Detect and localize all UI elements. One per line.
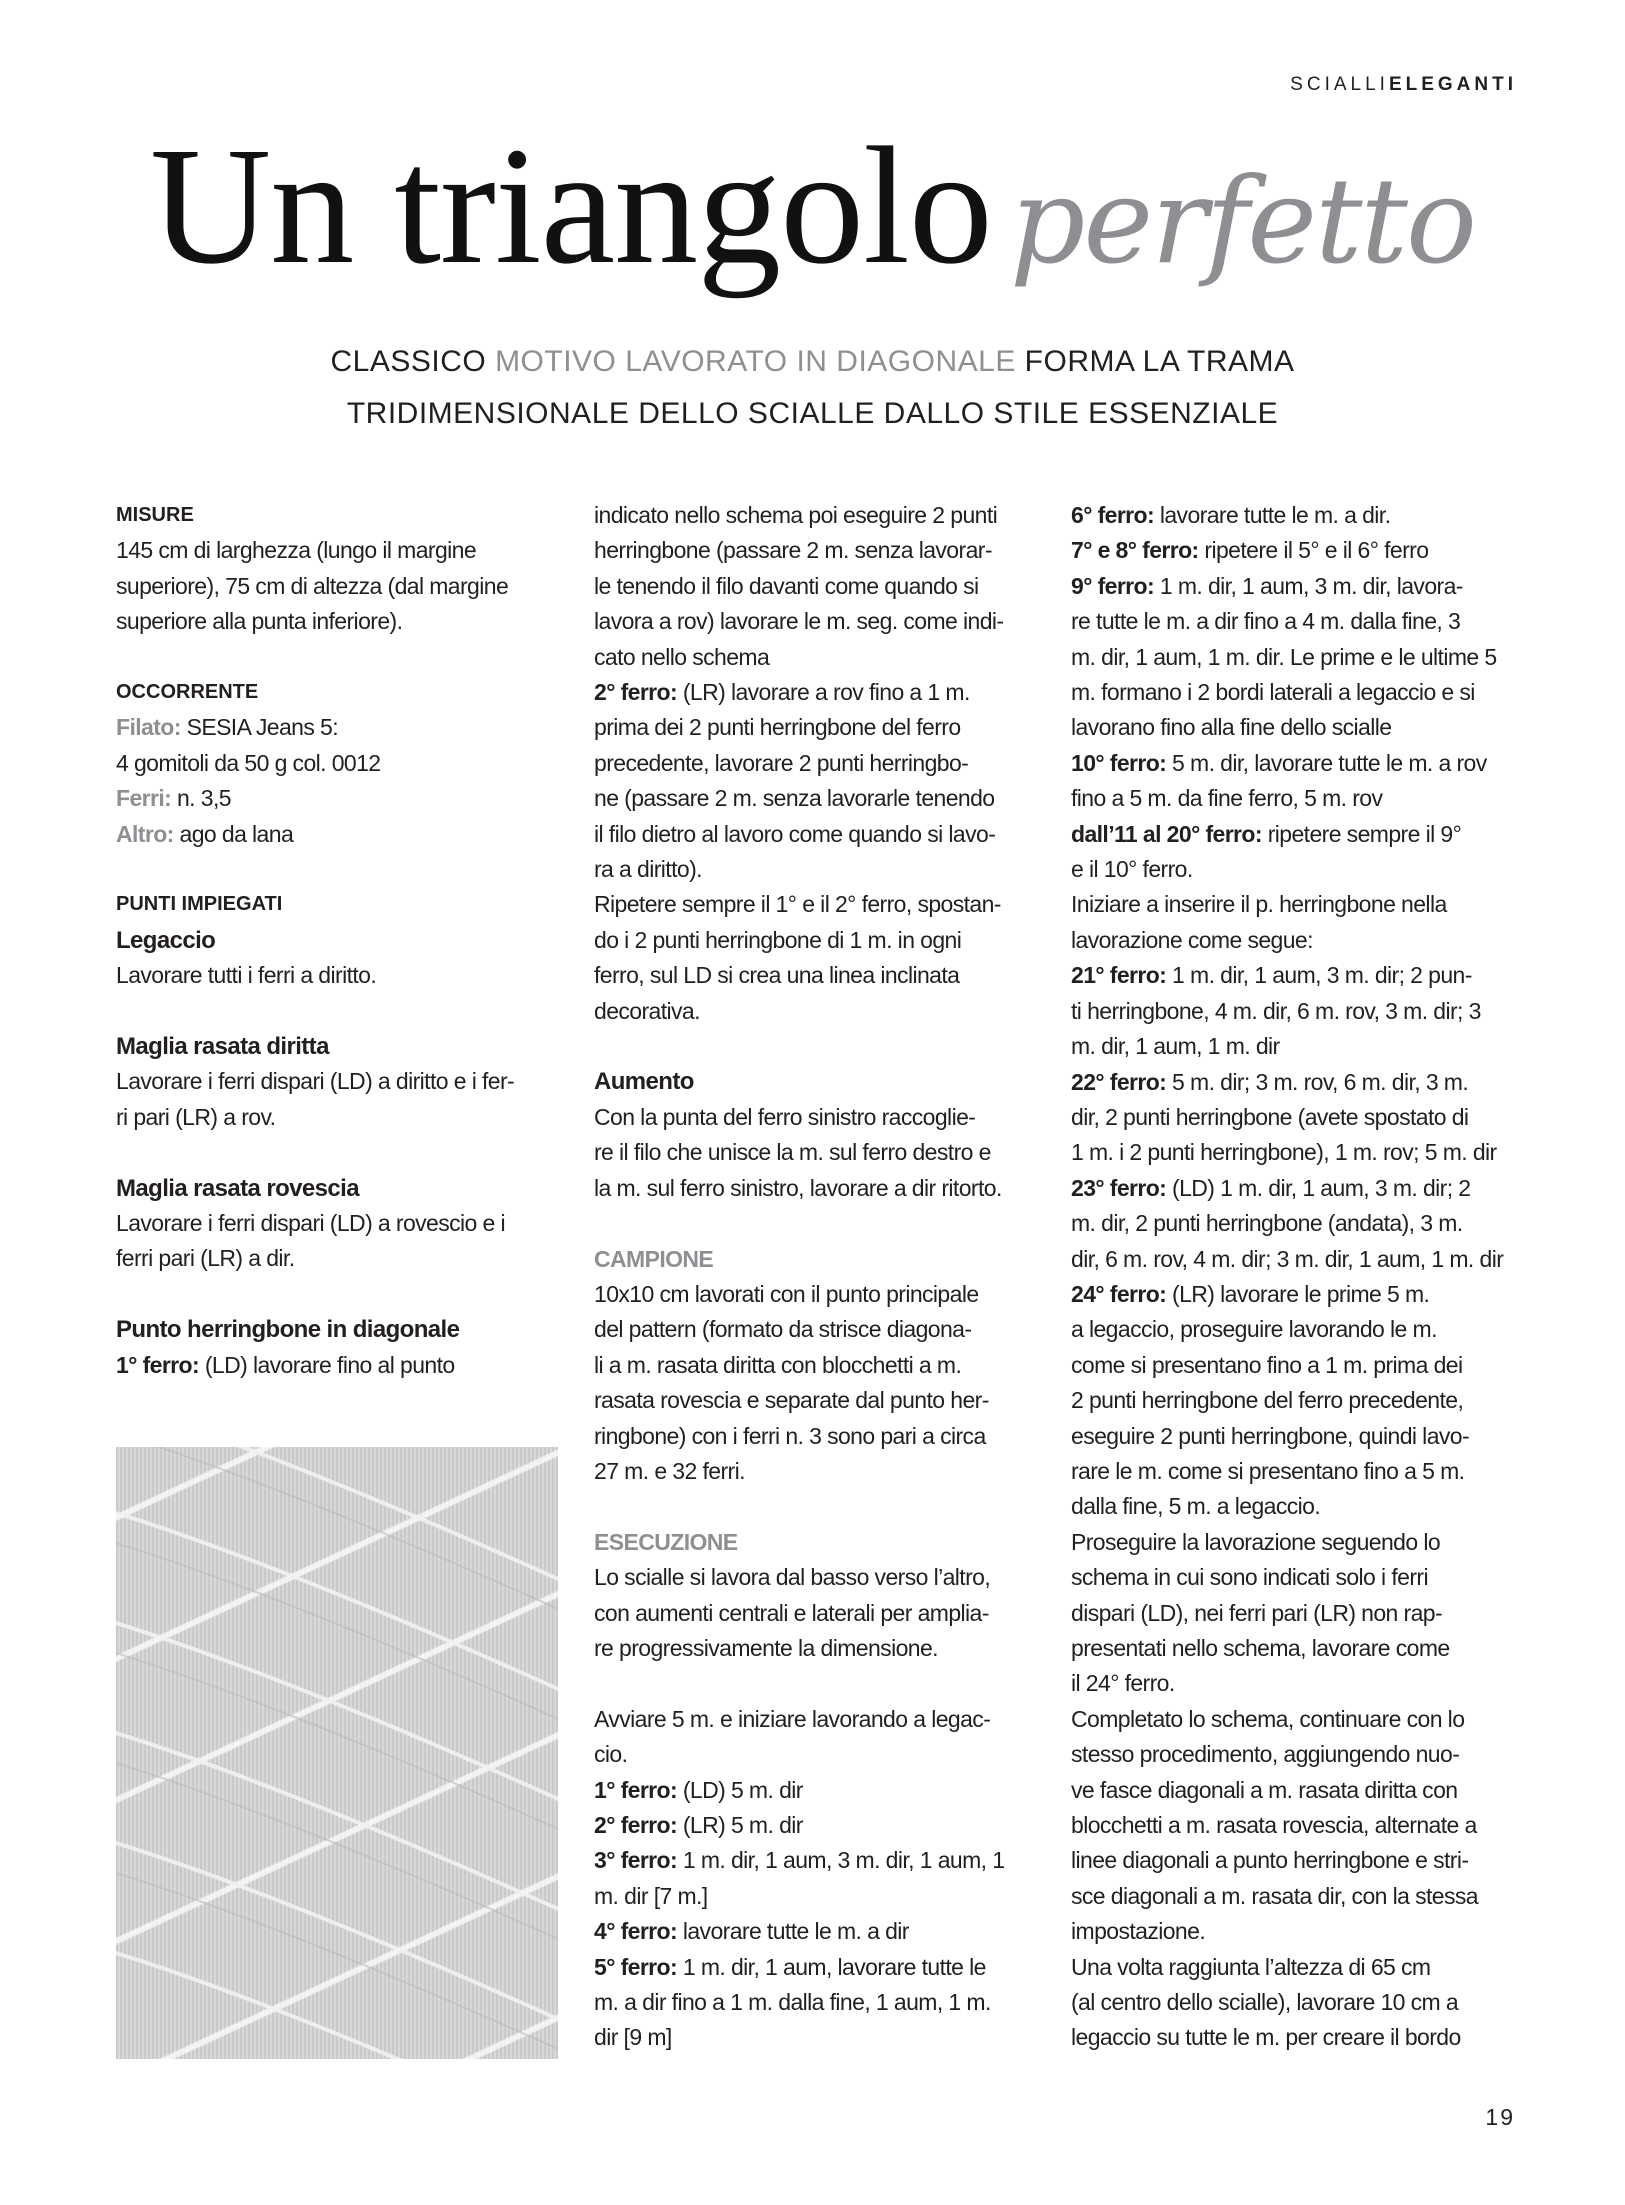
row-value: (LD) lavorare fino al punto (199, 1351, 455, 1378)
text-line: ti herringbone, 4 m. dir, 6 m. rov, 3 m. dir; 3 (1071, 997, 1481, 1024)
knit-swatch-photo (116, 1447, 558, 2059)
mrr-heading: Maglia rasata rovescia (116, 1174, 359, 1202)
row-label: 7° e 8° ferro: (1071, 537, 1199, 564)
text-line: do i 2 punti herringbone di 1 m. in ogni (594, 926, 962, 953)
row-label: 9° ferro: (1071, 572, 1155, 599)
text-line: Completato lo schema, continuare con lo (1071, 1705, 1465, 1732)
row-label: 5° ferro: (594, 1953, 678, 1980)
text-line: decorativa. (594, 997, 700, 1024)
ferri-label: Ferri: (116, 785, 172, 812)
text-line: rare le m. come si presentano fino a 5 m. (1071, 1457, 1465, 1484)
text-line: a legaccio, proseguire lavorando le m. (1071, 1316, 1437, 1343)
text-line: ra a diritto). (594, 856, 702, 883)
text-line: schema in cui sono indicati solo i ferri (1071, 1564, 1428, 1591)
text-line: sce diagonali a m. rasata dir, con la stessa (1071, 1882, 1478, 1909)
row-label: 2° ferro: (594, 1811, 678, 1838)
text-line: superiore), 75 cm di altezza (dal margine (116, 572, 509, 599)
column-2 (594, 498, 1036, 2056)
text-line: eseguire 2 punti herringbone, quindi lavo- (1071, 1422, 1470, 1449)
text-line: indicato nello schema poi eseguire 2 punti (594, 502, 998, 528)
text-line: Lo scialle si lavora dal basso verso l’altro, (594, 1564, 991, 1591)
text-line: stesso procedimento, aggiungendo nuo- (1071, 1741, 1460, 1768)
row-value: (LR) 5 m. dir (677, 1811, 803, 1838)
text-line: e il 10° ferro. (1071, 856, 1193, 883)
row-label: 2° ferro: (594, 679, 678, 706)
row-value: 1 m. dir, 1 aum, 3 m. dir, lavora- (1154, 572, 1463, 599)
title-main: Un triangolo (149, 113, 992, 299)
text-line: 27 m. e 32 ferri. (594, 1457, 745, 1484)
row-label: 22° ferro: (1071, 1068, 1167, 1095)
text-line: ve fasce diagonali a m. rasata diritta con (1071, 1776, 1458, 1803)
text-line: cato nello schema (594, 643, 770, 670)
row-label: 1° ferro: (594, 1776, 678, 1803)
ferri-line (116, 781, 558, 816)
filato-label: Filato: (116, 714, 181, 741)
subtitle-line1 (0, 336, 1625, 388)
row-10-line (1071, 746, 1517, 781)
row-value: 1 m. dir, 1 aum, lavorare tutte le (677, 1953, 986, 1980)
row-4-line (594, 1914, 1036, 1949)
text-line: ringbone) con i ferri n. 3 sono pari a circa (594, 1422, 986, 1449)
text-line: blocchetti a m. rasata rovescia, alternate a (1071, 1812, 1477, 1839)
row-label: 21° ferro: (1071, 962, 1167, 989)
row-21-line (1071, 958, 1517, 993)
text-line: (al centro dello scialle), lavorare 10 cm a (1071, 1989, 1459, 2016)
text-line: le tenendo il filo davanti come quando si (594, 572, 979, 599)
row-1-line (116, 1348, 558, 1383)
text-line: ferro, sul LD si crea una linea inclinata (594, 962, 960, 989)
subtitle-part3: FORMA LA TRAMA (1015, 345, 1295, 378)
text-line: lavorano fino alla fine dello scialle (1071, 714, 1392, 741)
row-label: dall’11 al 20° ferro: (1071, 820, 1262, 847)
text-line: re il filo che unisce la m. sul ferro destro e (594, 1139, 991, 1166)
title-script: perfetto (1009, 152, 1476, 290)
text-line: Una volta raggiunta l’altezza di 65 cm (1071, 1953, 1431, 1980)
filato-value: SESIA Jeans 5: (180, 714, 339, 741)
text-line: 1 m. i 2 punti herringbone), 1 m. rov; 5 m. dir (1071, 1139, 1497, 1166)
section-tag-part1: SCIALLI (1290, 74, 1389, 95)
text-line: herringbone (passare 2 m. senza lavorar- (594, 537, 992, 564)
misure-heading: MISURE (116, 504, 194, 526)
row-22-line (1071, 1065, 1517, 1100)
section-tag (1290, 74, 1517, 96)
row-9-line (1071, 569, 1517, 604)
text-line: ne (passare 2 m. senza lavorarle tenendo (594, 785, 995, 812)
text-line: precedente, lavorare 2 punti herringbo- (594, 749, 969, 776)
text-line: re progressivamente la dimensione. (594, 1634, 938, 1661)
column-1 (116, 498, 558, 1383)
campione-heading: CAMPIONE (594, 1245, 714, 1272)
herringbone-heading: Punto herringbone in diagonale (116, 1316, 460, 1344)
esecuzione-heading: ESECUZIONE (594, 1528, 738, 1555)
text-line: dir [9 m] (594, 2024, 672, 2051)
text-line: prima dei 2 punti herringbone del ferro (594, 714, 961, 741)
text-line: la m. sul ferro sinistro, lavorare a dir ritorto. (594, 1174, 1002, 1201)
legaccio-heading: Legaccio (116, 926, 216, 954)
altro-value: ago da lana (173, 820, 294, 847)
row-value: (LD) 5 m. dir (677, 1776, 803, 1803)
subtitle-part1: CLASSICO (330, 345, 496, 378)
text-line: m. a dir fino a 1 m. dalla fine, 1 aum, 1 m. (594, 1989, 991, 2015)
row-value: (LR) lavorare a rov fino a 1 m. (677, 679, 970, 706)
row-label: 1° ferro: (116, 1351, 200, 1378)
ferri-value: n. 3,5 (171, 785, 231, 812)
row-label: 10° ferro: (1071, 749, 1167, 776)
text-line: Iniziare a inserire il p. herringbone nella (1071, 891, 1447, 918)
row-label: 23° ferro: (1071, 1174, 1167, 1201)
text-line: Proseguire la lavorazione seguendo lo (1071, 1528, 1441, 1555)
row-3-line (594, 1843, 1036, 1878)
text-line: li a m. rasata diritta con blocchetti a m. (594, 1351, 962, 1378)
text-line: del pattern (formato da strisce diagona- (594, 1316, 972, 1343)
row-2-line (594, 675, 1036, 710)
text-line: il filo dietro al lavoro come quando si lavo- (594, 820, 996, 847)
row-value: ripetere sempre il 9° (1261, 820, 1462, 847)
row-5-line (594, 1950, 1036, 1985)
text-line: superiore alla punta inferiore). (116, 608, 403, 635)
text-line: come si presentano fino a 1 m. prima dei (1071, 1351, 1463, 1378)
text-line: presentati nello schema, lavorare come (1071, 1635, 1450, 1661)
text-line: cio. (594, 1741, 628, 1768)
row-1-line (594, 1773, 1036, 1808)
page-title (0, 110, 1625, 303)
page-number: 19 (1485, 2104, 1515, 2130)
text-line: m. dir, 2 punti herringbone (andata), 3 m. (1071, 1210, 1463, 1237)
section-tag-part2: ELEGANTI (1388, 74, 1517, 95)
altro-label: Altro: (116, 820, 174, 847)
text-line: dalla fine, 5 m. a legaccio. (1071, 1493, 1321, 1520)
text-line: m. dir [7 m.] (594, 1882, 708, 1909)
text-line: lavora a rov) lavorare le m. seg. come indi- (594, 608, 1004, 635)
text-line: Lavorare i ferri dispari (LD) a rovescio e i (116, 1210, 506, 1237)
text-line: rasata rovescia e separate dal punto her- (594, 1387, 989, 1414)
text-line: lavorazione come segue: (1071, 926, 1313, 953)
text-line: con aumenti centrali e laterali per amplia- (594, 1599, 989, 1626)
text-line: legaccio su tutte le m. per creare il bordo (1071, 2024, 1461, 2051)
row-value: 5 m. dir; 3 m. rov, 6 m. dir, 3 m. (1166, 1068, 1469, 1095)
row-7-8-line (1071, 533, 1517, 568)
row-value: 1 m. dir, 1 aum, 3 m. dir; 2 pun- (1166, 962, 1472, 989)
altro-line (116, 817, 558, 852)
row-24-line (1071, 1277, 1517, 1312)
row-value: ripetere il 5° e il 6° ferro (1198, 537, 1429, 564)
row-value: lavorare tutte le m. a dir (677, 1918, 909, 1945)
text-line: dir, 6 m. rov, 4 m. dir; 3 m. dir, 1 aum, 1 m. dir (1071, 1245, 1504, 1272)
knit-texture (116, 1447, 558, 2059)
text-line: Avviare 5 m. e iniziare lavorando a legac- (594, 1705, 991, 1732)
row-value: 5 m. dir, lavorare tutte le m. a rov (1166, 749, 1487, 776)
row-label: 24° ferro: (1071, 1280, 1167, 1307)
row-label: 6° ferro: (1071, 502, 1155, 528)
text-line: Lavorare tutti i ferri a diritto. (116, 962, 377, 989)
column-3 (1071, 498, 1517, 2056)
text-line: il 24° ferro. (1071, 1670, 1175, 1697)
punti-heading: PUNTI IMPIEGATI (116, 893, 283, 916)
subtitle-part2: MOTIVO LAVORATO IN DIAGONALE (495, 345, 1016, 378)
subtitle (0, 336, 1625, 440)
text-line: 4 gomitoli da 50 g col. 0012 (116, 749, 381, 776)
occorrente-heading: OCCORRENTE (116, 681, 259, 704)
text-line: m. dir, 1 aum, 1 m. dir (1071, 1033, 1280, 1060)
text-line: dispari (LD), nei ferri pari (LR) non rap- (1071, 1599, 1443, 1626)
filato-line (116, 710, 558, 745)
text-line: linee diagonali a punto herringbone e stri- (1071, 1847, 1469, 1874)
row-11-20-line (1071, 817, 1517, 852)
row-6-line (1071, 498, 1517, 533)
text-line: 10x10 cm lavorati con il punto principale (594, 1280, 979, 1307)
text-line: Ripetere sempre il 1° e il 2° ferro, spostan- (594, 891, 1001, 918)
subtitle-line2: TRIDIMENSIONALE DELLO SCIALLE DALLO STILE ESSENZIALE (346, 397, 1279, 430)
row-value: (LR) lavorare le prime 5 m. (1166, 1280, 1430, 1307)
text-line: ferri pari (LR) a dir. (116, 1245, 295, 1272)
row-label: 4° ferro: (594, 1918, 678, 1945)
text-line: m. dir, 1 aum, 1 m. dir. Le prime e le ultime 5 (1071, 643, 1497, 670)
text-line: impostazione. (1071, 1918, 1206, 1945)
aumento-heading: Aumento (594, 1068, 694, 1096)
row-value: (LD) 1 m. dir, 1 aum, 3 m. dir; 2 (1166, 1174, 1471, 1201)
text-line: fino a 5 m. da fine ferro, 5 m. rov (1071, 785, 1383, 812)
text-line: Lavorare i ferri dispari (LD) a diritto e i fer- (116, 1068, 515, 1095)
text-line: 2 punti herringbone del ferro precedente, (1071, 1387, 1464, 1414)
row-label: 3° ferro: (594, 1847, 678, 1874)
text-line: ri pari (LR) a rov. (116, 1103, 276, 1130)
row-2-line (594, 1808, 1036, 1843)
text-line: Con la punta del ferro sinistro raccoglie- (594, 1103, 976, 1130)
text-line: re tutte le m. a dir fino a 4 m. dalla fine, 3 (1071, 608, 1461, 635)
row-value: lavorare tutte le m. a dir. (1154, 502, 1391, 528)
mrd-heading: Maglia rasata diritta (116, 1033, 329, 1061)
row-23-line (1071, 1171, 1517, 1206)
text-line: m. formano i 2 bordi laterali a legaccio e si (1071, 679, 1475, 706)
row-value: 1 m. dir, 1 aum, 3 m. dir, 1 aum, 1 (677, 1847, 1005, 1874)
text-line: dir, 2 punti herringbone (avete spostato di (1071, 1103, 1469, 1130)
text-line: 145 cm di larghezza (lungo il margine (116, 537, 477, 564)
